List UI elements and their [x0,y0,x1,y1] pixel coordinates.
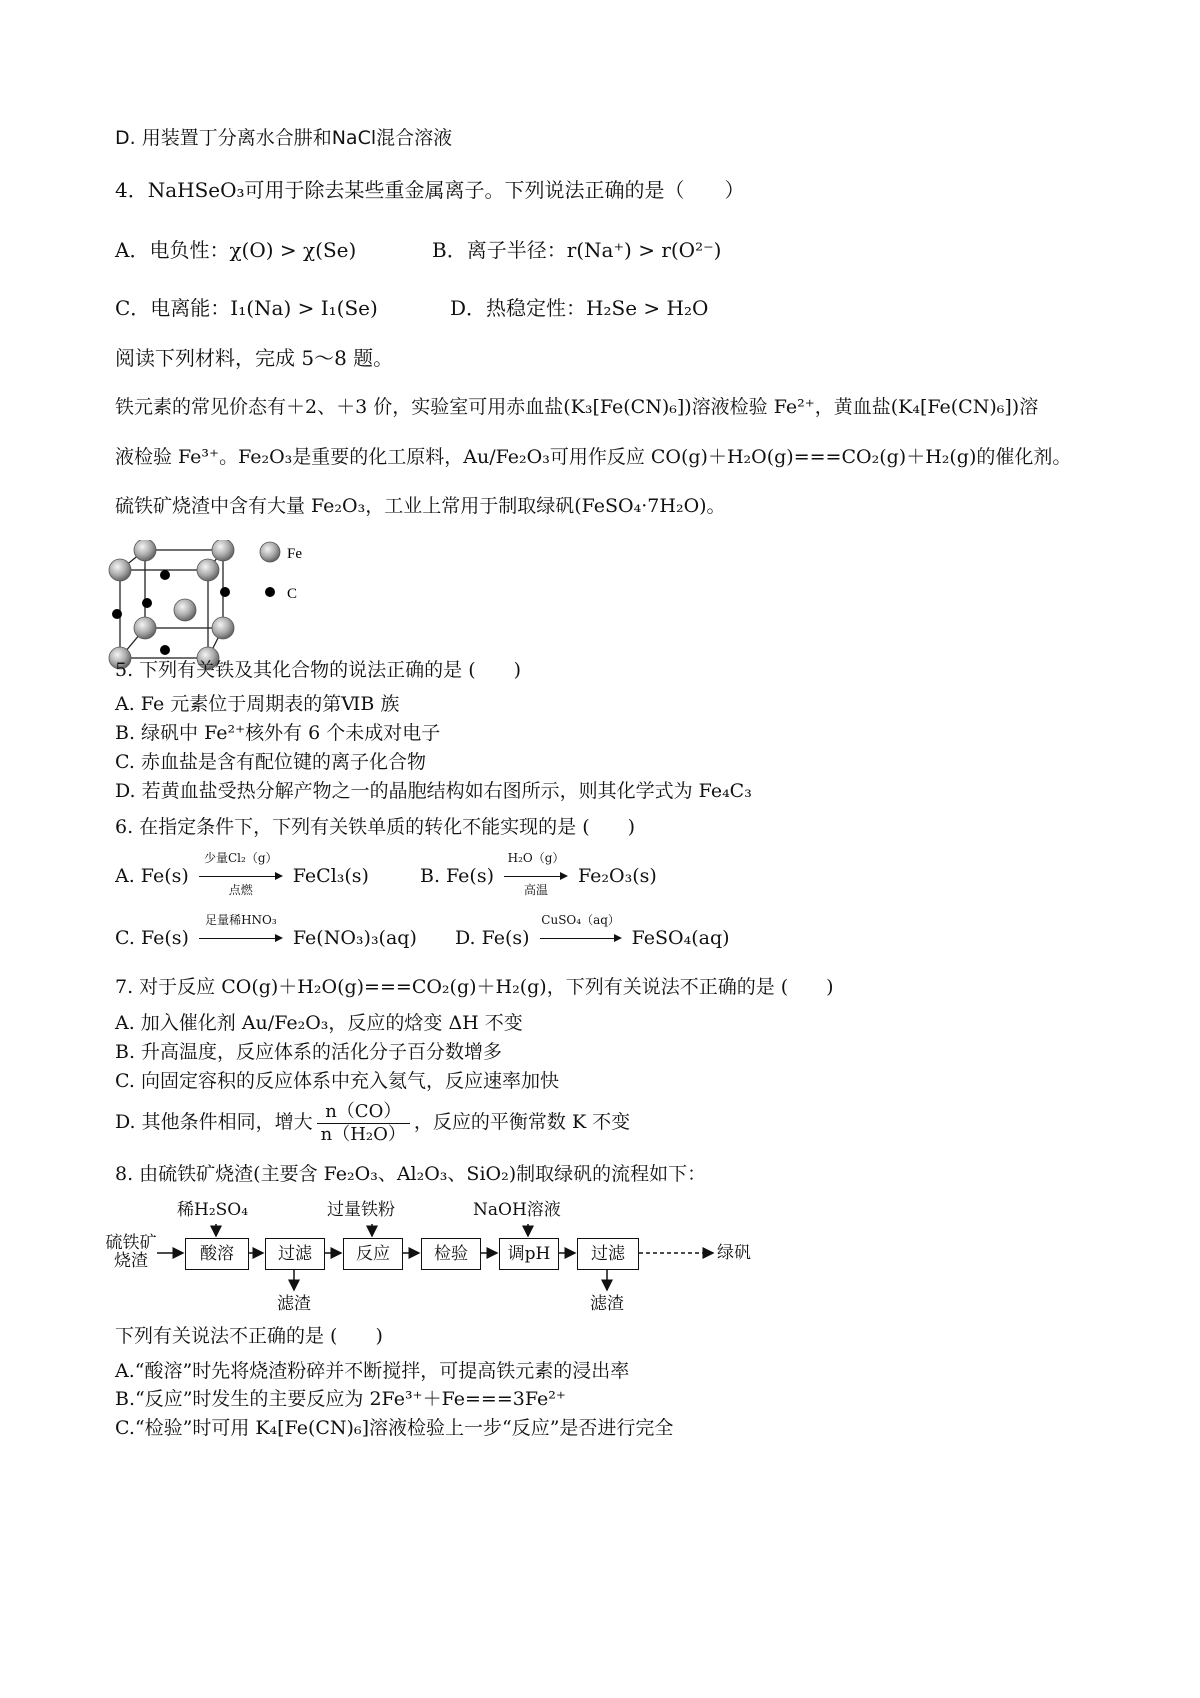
q5-option-c: C. 赤血盐是含有配位键的离子化合物 [115,751,426,773]
q6-stem: 6. 在指定条件下，下列有关铁单质的转化不能实现的是 ( ) [115,816,636,838]
material-line-3: 硫铁矿烧渣中含有大量 Fe₂O₃，工业上常用于制取绿矾(FeSO₄·7H₂O)。 [115,495,726,517]
q6a-product: FeCl₃(s) [292,865,369,887]
flow-step-4: 检验 [421,1238,481,1270]
q4-option-d: D．热稳定性：H₂Se > H₂O [450,296,709,320]
q6d-arrow [536,913,626,953]
q7d-numerator: n（CO） [317,1101,410,1124]
q7-option-b: B. 升高温度，反应体系的活化分子百分数增多 [115,1041,503,1063]
q6b-product: Fe₂O₃(s) [578,865,657,887]
q6-option-a [115,851,369,897]
q8-option-b: B.“反应”时发生的主要反应为 2Fe³⁺＋Fe===3Fe²⁺ [115,1388,566,1410]
q4-stem: 4．NaHSeO₃可用于除去某些重金属离子。下列说法正确的是（ ） [115,178,745,202]
q6-option-d [455,913,730,953]
q7-option-a: A. 加入催化剂 Au/Fe₂O₃，反应的焓变 ΔH 不变 [115,1012,523,1034]
q6b-arrow-below: 高温 [524,883,549,897]
q6c-product: Fe(NO₃)₃(aq) [292,927,417,949]
legend-fe-label: Fe [287,546,302,562]
q6c-arrow [195,913,287,953]
q6a-arrow [195,851,287,897]
q7d-fraction [317,1101,410,1146]
q7-option-d [115,1098,630,1146]
q4-option-b: B．离子半径：r(Na⁺) > r(O²⁻) [432,238,722,262]
flow-input-1: 稀H₂SO₄ [177,1200,249,1220]
reading-instruction: 阅读下列材料，完成 5～8 题。 [115,346,394,370]
q6a-arrow-below: 点燃 [228,883,253,897]
flow-input-3: NaOH溶液 [473,1200,561,1220]
q6a-prefix: A. Fe(s) [115,865,189,887]
flow-input-2: 过量铁粉 [327,1200,395,1220]
q5-option-d: D. 若黄血盐受热分解产物之一的晶胞结构如右图所示，则其化学式为 Fe₄C₃ [115,780,752,802]
q6d-product: FeSO₄(aq) [631,927,730,949]
legend-fe-icon [260,542,280,562]
q7-option-c: C. 向固定容积的反应体系中充入氦气，反应速率加快 [115,1070,559,1092]
q8-subprompt: 下列有关说法不正确的是 ( ) [115,1325,383,1347]
material-line-1: 铁元素的常见价态有＋2、＋3 价，实验室可用赤血盐(K₃[Fe(CN)₆])溶液检验 Fe²⁺，黄血盐(K₄[Fe(CN)₆])溶 [115,396,1039,418]
flow-step-5: 调pH [499,1238,559,1270]
q6d-arrow-above: CuSO₄（aq） [541,913,620,927]
q6d-prefix: D. Fe(s) [455,927,530,949]
q4-option-a: A．电负性：χ(O) > χ(Se) [115,238,357,262]
flow-step-1: 酸溶 [185,1238,249,1270]
q8-option-a: A.“酸溶”时先将烧渣粉碎并不断搅拌，可提高铁元素的浸出率 [115,1360,630,1382]
process-flow-diagram [105,1198,765,1318]
q6b-arrow [500,851,572,897]
q6b-arrow-above: H₂O（g） [507,851,565,865]
q7d-denominator: n（H₂O） [320,1123,406,1145]
q7d-prefix: D. 其他条件相同，增大 [115,1111,313,1133]
flow-step-3: 反应 [343,1238,403,1270]
q7-stem: 7. 对于反应 CO(g)＋H₂O(g)===CO₂(g)＋H₂(g)，下列有关说法不正确的是 ( ) [115,976,834,998]
q7d-suffix: ，反应的平衡常数 K 不变 [413,1111,631,1133]
flow-start: 硫铁矿烧渣 [105,1233,157,1271]
flow-residue-1: 滤渣 [277,1294,311,1314]
q6a-arrow-above: 少量Cl₂（g） [204,851,278,865]
q3-option-d: D. 用装置丁分离水合肼和NaCl混合溶液 [115,127,453,149]
legend-c-label: C [287,586,298,602]
q6c-arrow-above: 足量稀HNO₃ [205,913,277,927]
q6c-prefix: C. Fe(s) [115,927,189,949]
q8-option-c: C.“检验”时可用 K₄[Fe(CN)₆]溶液检验上一步“反应”是否进行完全 [115,1417,674,1439]
q6b-prefix: B. Fe(s) [420,865,495,887]
q4-option-c: C．电离能：I₁(Na) > I₁(Se) [115,296,378,320]
material-line-2: 液检验 Fe³⁺。Fe₂O₃是重要的化工原料，Au/Fe₂O₃可用作反应 CO(g)＋H₂O(g)===CO₂(g)＋H₂(g)的催化剂。 [115,446,1072,468]
flow-step-2: 过滤 [265,1238,325,1270]
flow-step-6: 过滤 [577,1238,639,1270]
flow-end: 绿矾 [717,1243,751,1263]
legend-c-icon [265,587,275,597]
q5-option-b: B. 绿矾中 Fe²⁺核外有 6 个未成对电子 [115,722,441,744]
flow-residue-2: 滤渣 [590,1294,624,1314]
q5-option-a: A. Fe 元素位于周期表的第ⅥB 族 [115,693,400,715]
q6-option-c [115,913,417,953]
q6-option-b [420,851,657,897]
q8-stem: 8. 由硫铁矿烧渣(主要含 Fe₂O₃、Al₂O₃、SiO₂)制取绿矾的流程如下： [115,1163,707,1185]
q5-stem: 5. 下列有关铁及其化合物的说法正确的是 ( ) [115,659,522,681]
